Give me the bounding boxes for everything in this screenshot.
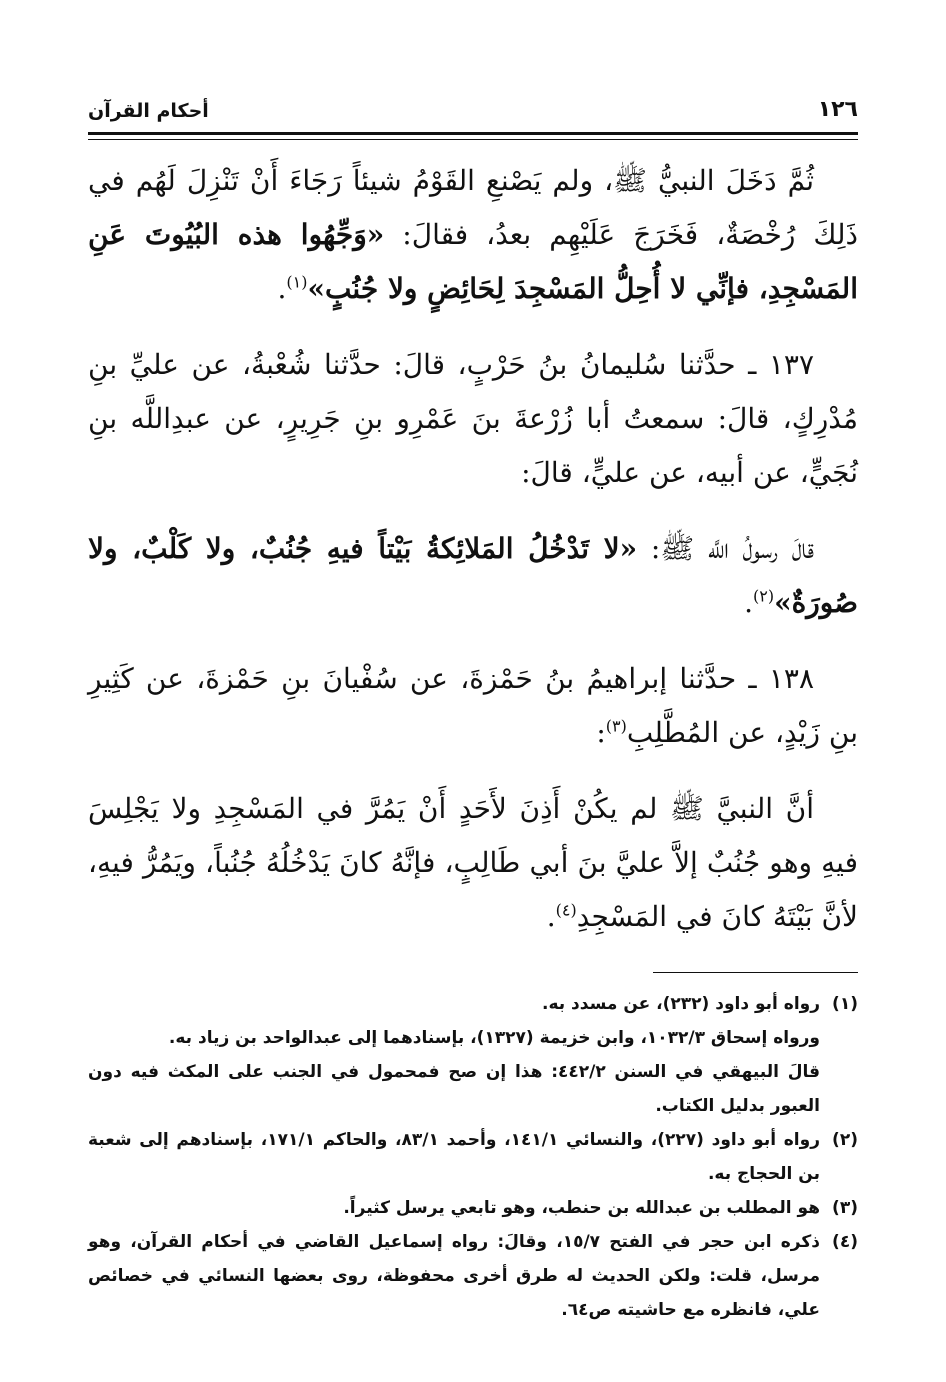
footnote-ref-3: (٣) (605, 716, 627, 736)
paragraph-5-end: . (546, 900, 556, 933)
footnote-body (88, 1191, 820, 1225)
footnote-3 (88, 1191, 858, 1225)
footnote-body (88, 1225, 820, 1327)
footnote-line: رواه أبو داود (٢٢٧)، والنسائي ١٤١/١، وأحمد ٨٣/١، والحاكم ١٧١/١، بإسنادهم إلى شعبة بن الحجاج به. (88, 1130, 820, 1184)
footnote-line: قالَ البيهقي في السنن ٤٤٢/٢: هذا إن صح فمحمول في الجنب على المكث فيه دون العبور بدليل الكتاب. (88, 1062, 821, 1116)
footnote-1 (88, 987, 858, 1123)
page-header (88, 92, 858, 122)
paragraph-3-end: . (744, 586, 753, 619)
footnote-ref-2: (٢) (752, 586, 775, 606)
footnote-number: (١) (832, 994, 858, 1014)
footnote-body (88, 987, 820, 1123)
running-title: أحكام القرآن (88, 100, 209, 122)
paragraph-1-hadith: «وَجِّهُوا هذه البُيُوتَ عَنِ المَسْجِدِ، فإنِّي لا أُحِلُّ المَسْجِدَ لِحَائِضٍ ولا جُنُبٍ» (88, 218, 858, 305)
footnote-line: ورواه إسحاق ١٠٣٢/٣، وابن خزيمة (١٣٢٧)، بإسنادهما إلى عبدالواحد بن زياد به. (168, 1028, 820, 1048)
paragraph-2-isnad: ١٣٧ ـ حدَّثنا سُليمانُ بنُ حَرْبٍ، قالَ: حدَّثنا شُعْبةُ، عن عليِّ بنِ مُدْرِكٍ، قالَ: سمعتُ أبا زُرْعةَ بنَ عَمْرِو بنِ جَرِيرٍ، عن عبدِاللَّه بنِ نُجَيٍّ، عن أبيه، عن عليٍّ، قالَ: (88, 348, 858, 489)
footnote-line: رواه أبو داود (٢٣٢)، عن مسدد به. (541, 994, 820, 1014)
paragraph-4-isnad: ١٣٨ ـ حدَّثنا إبراهيمُ بنُ حَمْزةَ، عن سُفْيانَ بنِ حَمْزةَ، عن كَثِيرِ بنِ زَيْدٍ، عن المُطَّلِبِ (88, 662, 858, 749)
paragraph-4-end: : (596, 716, 606, 749)
footnote-number: (٤) (832, 1232, 858, 1252)
paragraph-1-narration: ثُمَّ دَخَلَ النبيُّ ﷺ، ولم يَصْنعِ القَوْمُ شيئاً رَجَاءَ أَنْ تَنْزِلَ لَهُم في ذَلِكَ رُخْصَةٌ، فَخَرَجَ عَلَيْهِم بعدُ، فقالَ: (88, 164, 858, 251)
header-rule-thick (88, 132, 858, 135)
footnote-2 (88, 1123, 858, 1191)
paragraph-1 (88, 154, 858, 316)
paragraph-3-hadith: «لا تَدْخُلُ المَلائِكةُ بَيْتاً فيهِ جُنُبٌ، ولا كَلْبٌ، ولا صُورَةٌ» (88, 532, 858, 619)
footnote-line: ذكره ابن حجر في الفتح ١٥/٧، وقالَ: رواه إسماعيل القاضي في أحكام القرآن، وهو مرسل، قلت: ولكن الحديث له طرق أخرى محفوظة، روى بعضها النسائي في خصائص علي، فانظره مع حاشيته ص٦٤. (88, 1232, 820, 1320)
footnote-body (88, 1123, 820, 1191)
footnote-4 (88, 1225, 858, 1327)
footnote-line: هو المطلب بن عبدالله بن حنطب، وهو تابعي يرسل كثيراً. (343, 1198, 820, 1218)
footnote-ref-4: (٤) (555, 900, 577, 920)
footnote-ref-1: (١) (286, 272, 308, 292)
main-text (88, 154, 858, 944)
paragraph-3-narration: قالَ رسولُ اللَّه ﷺ: (637, 532, 815, 565)
header-rule-thin (88, 139, 858, 140)
footnote-number: (٣) (832, 1198, 858, 1218)
page-number: ١٢٦ (817, 97, 858, 122)
paragraph-1-end: . (277, 272, 287, 305)
paragraph-5 (88, 782, 858, 944)
paragraph-5-text: أنَّ النبيَّ ﷺ لم يكُنْ أَذِنَ لأَحَدٍ أَنْ يَمُرَّ في المَسْجِدِ ولا يَجْلِسَ فيهِ وهو جُنُبٌ إلاَّ عليَّ بنَ أبي طَالِبٍ، فإنَّهُ كانَ يَدْخُلُهُ جُنُباً، ويَمُرُّ فيهِ، لأنَّ بَيْتَهُ كانَ في المَسْجِدِ (88, 792, 858, 933)
paragraph-4 (88, 652, 858, 760)
footnote-number: (٢) (832, 1130, 858, 1150)
footnote-separator (653, 972, 858, 973)
footnotes (88, 987, 858, 1327)
paragraph-3 (88, 522, 858, 630)
